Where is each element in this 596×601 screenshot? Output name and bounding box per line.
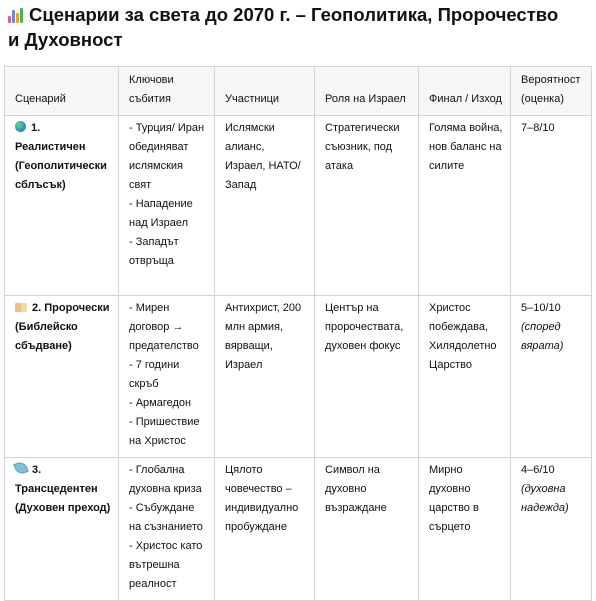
header-israel-role: Роля на Израел xyxy=(315,67,419,116)
header-participants: Участници xyxy=(215,67,315,116)
table-row xyxy=(5,458,592,601)
table-row xyxy=(5,296,592,458)
header-final: Финал / Изход xyxy=(419,67,511,116)
leaf-icon xyxy=(13,460,28,475)
probability-cell: 4–6/10 (духовна надежда) xyxy=(511,458,592,601)
probability-cell: 5–10/10 (според вярата) xyxy=(511,296,592,458)
scenarios-table xyxy=(4,66,592,601)
events-cell: - Турция/ Иран обединяват ислямския свят - Нападение над Израел - Западът отвръща xyxy=(119,116,215,296)
final-cell: Мирно духовно царство в сърцето xyxy=(419,458,511,601)
events-cell: - Глобална духовна криза - Събуждане на съзнанието - Христос като вътрешна реалност xyxy=(119,458,215,601)
page-title-text: Сценарии за света до 2070 г. – Геополитика, Пророчество и Духовност xyxy=(8,4,559,50)
participants-cell: Антихрист, 200 млн армия, вярващи, Израел xyxy=(215,296,315,458)
table-header-row xyxy=(5,67,592,116)
header-events: Ключови събития xyxy=(119,67,215,116)
header-scenario: Сценарий xyxy=(5,67,119,116)
participants-cell: Цялото човечество – индивидуално пробуждане xyxy=(215,458,315,601)
israel-role-cell: Център на пророчествата, духовен фокус xyxy=(315,296,419,458)
globe-icon xyxy=(15,121,26,132)
israel-role-cell: Символ на духовно възраждане xyxy=(315,458,419,601)
scenario-cell: 1. Реалистичен (Геополитически сблъсък) xyxy=(5,116,119,296)
probability-cell: 7–8/10 xyxy=(511,116,592,296)
table-row xyxy=(5,116,592,296)
scenario-cell: 2. Пророчески (Библейско сбъдване) xyxy=(5,296,119,458)
scenario-cell: 3. Трансцедентен (Духовен преход) xyxy=(5,458,119,601)
israel-role-cell: Стратегически съюзник, под атака xyxy=(315,116,419,296)
final-cell: Голяма война, нов баланс на силите xyxy=(419,116,511,296)
page-title xyxy=(8,2,568,52)
final-cell: Христос побеждава, Хилядолетно Царство xyxy=(419,296,511,458)
open-book-icon xyxy=(15,303,27,312)
header-probability: Вероятност (оценка) xyxy=(511,67,592,116)
events-cell: - Мирен договор → предателство - 7 години скръб - Армагедон - Пришествие на Христос xyxy=(119,296,215,458)
participants-cell: Ислямски алианс, Израел, НАТО/ Запад xyxy=(215,116,315,296)
bar-chart-icon xyxy=(8,7,24,23)
